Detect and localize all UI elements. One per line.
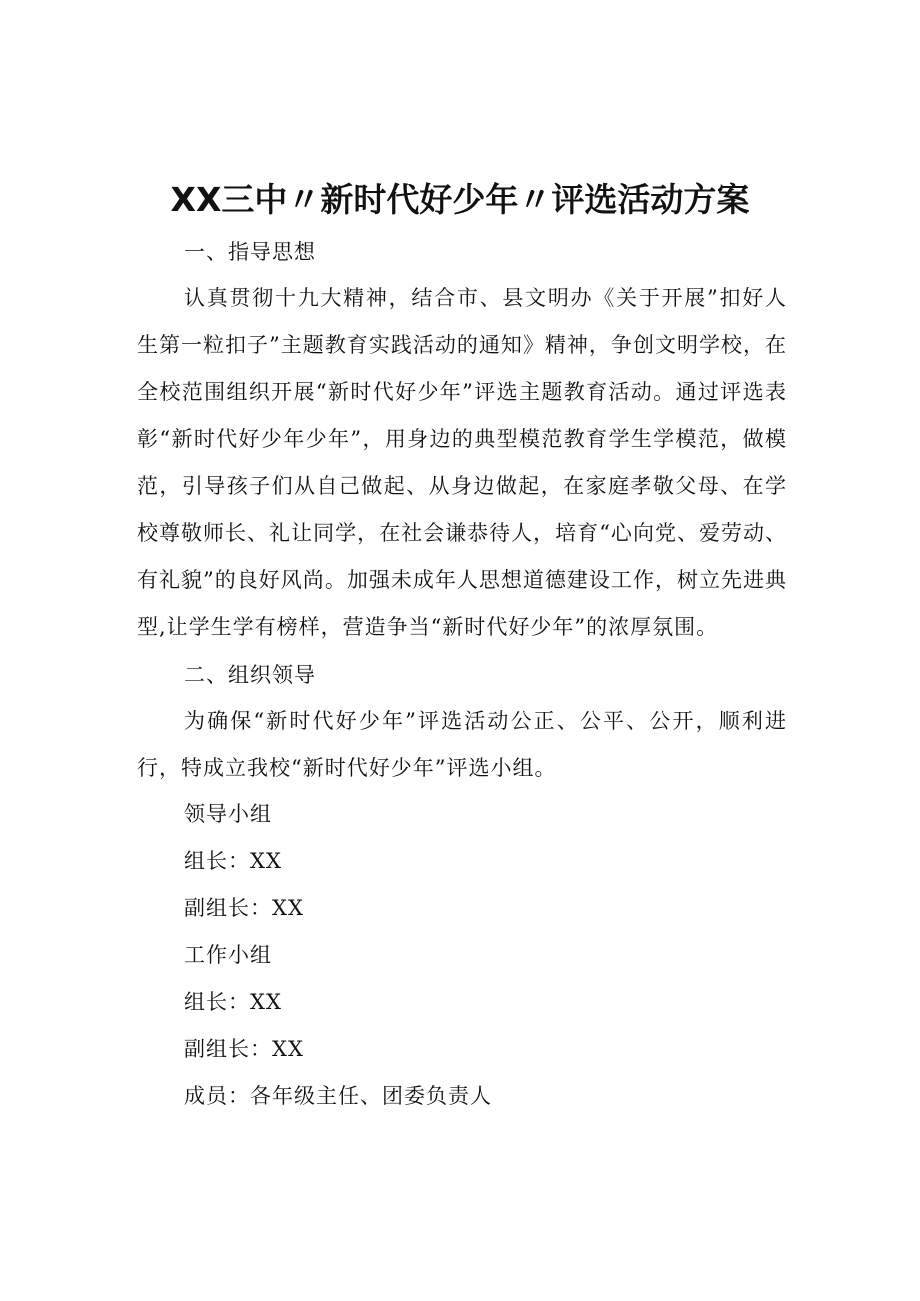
paragraph-organization: 为确保“新时代好少年”评选活动公正、公平、公开，顺利进行，特成立我校“新时代好少年”评选小组。: [137, 709, 787, 780]
leading-group-leader: 组长：XX: [184, 849, 282, 873]
work-group-deputy-leader: 副组长：XX: [184, 1037, 304, 1061]
work-group-members: 成员：各年级主任、团委负责人: [184, 1084, 492, 1108]
work-group-leader: 组长：XX: [184, 990, 282, 1014]
section-heading-organization: 二、组织领导: [184, 663, 316, 687]
leading-group-label: 领导小组: [184, 802, 272, 826]
leading-group-deputy-leader: 副组长：XX: [184, 896, 304, 920]
section-heading-guiding-ideology: 一、指导思想: [184, 240, 316, 264]
document-title: XX三中〃新时代好少年〃评选活动方案: [170, 180, 750, 219]
work-group-label: 工作小组: [184, 943, 272, 967]
paragraph-guiding-ideology: 认真贯彻十九大精神，结合市、县文明办《关于开展”扣好人生第一粒扣子”主题教育实践活动的通知》精神，争创文明学校，在全校范围组织开展“新时代好少年”评选主题教育活动。通过评选表彰“新时代好少年少年”，用身边的典型模范教育学生学模范，做模范，引导孩子们从自己做起、从身边做起，在家庭孝敬父母、在学校尊敬师长、礼让同学，在社会谦恭待人，培育“心向党、爱劳动、有礼貌”的良好风尚。加强未成年人思想道德建设工作，树立先进典型,让学生学有榜样，营造争当“新时代好少年”的浓厚氛围。: [137, 286, 787, 639]
